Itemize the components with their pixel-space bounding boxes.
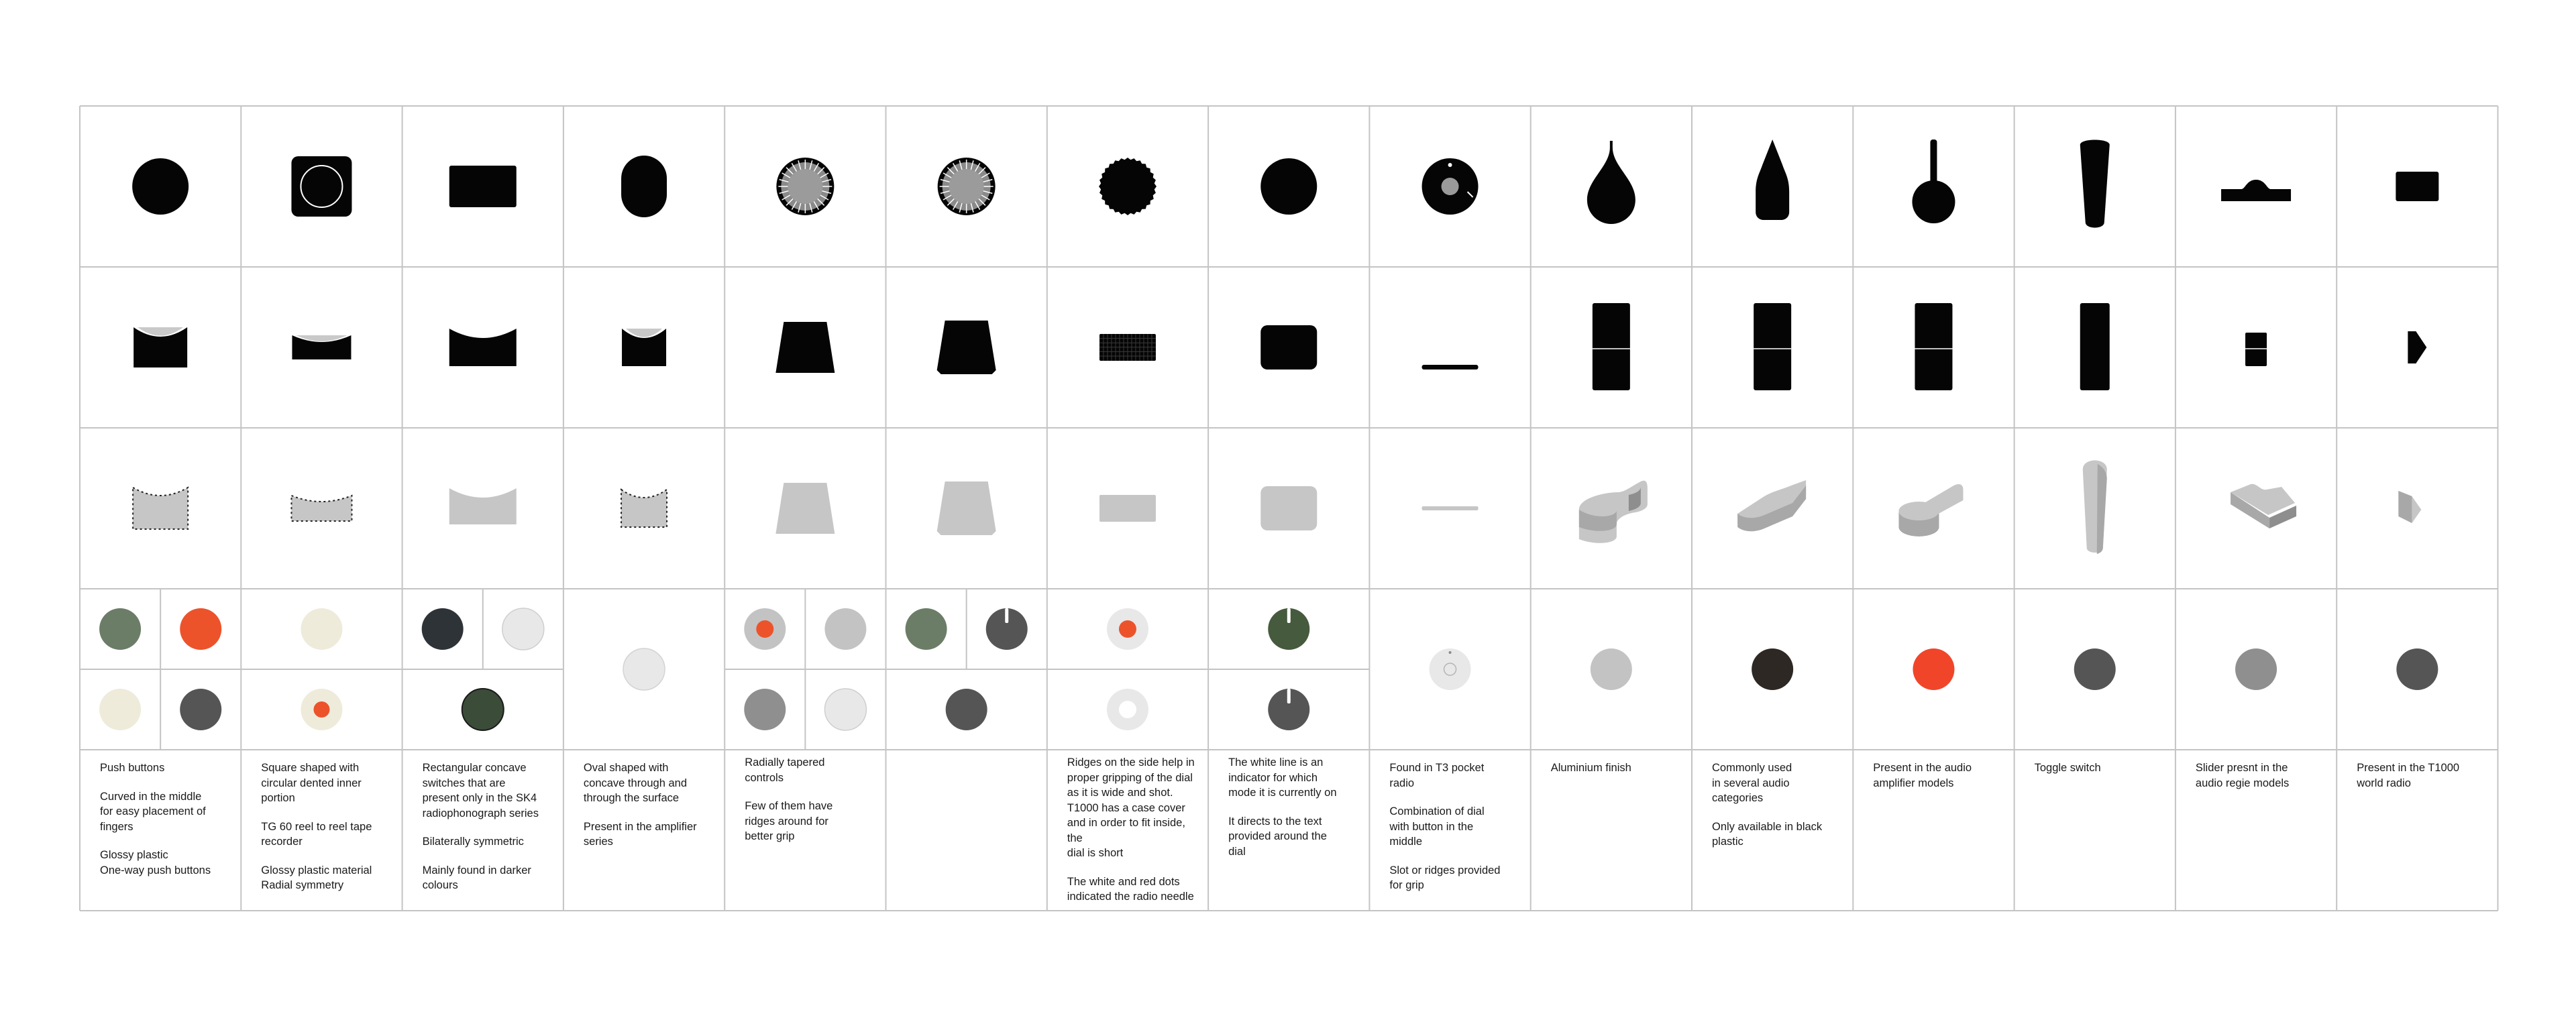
description-paragraph: Glossy plastic One-way push buttons — [100, 849, 211, 876]
finish-forest — [462, 689, 504, 730]
scalloped-dial-top — [1099, 158, 1157, 215]
t3-mark — [1449, 651, 1452, 654]
tall-bar-side — [2080, 303, 2110, 390]
finish-cream — [99, 689, 141, 730]
finish-white-grey — [623, 648, 665, 690]
pointed-lever-top — [1756, 139, 1789, 220]
description-paragraph: Bilaterally symmetric — [422, 836, 524, 848]
finish-sage — [906, 608, 947, 650]
description-paragraph: Present in the amplifier series — [583, 820, 697, 848]
finish-t3-dial — [1430, 648, 1471, 690]
description-paragraph: Oval shaped with concave through and through the surface — [583, 762, 688, 804]
description-paragraph: Rectangular concave switches that are present only in the SK4 radiophonograph series — [422, 762, 539, 819]
white-indicator-line — [1287, 689, 1291, 703]
description-paragraph: TG 60 reel to reel tape recorder — [261, 820, 372, 848]
description-paragraph: Radially tapered controls — [745, 756, 825, 784]
finish-dark-grey — [2074, 648, 2116, 690]
dotted-outline-block — [291, 496, 352, 521]
toggle-paddle-top — [2080, 140, 2110, 228]
white-indicator-line — [1005, 608, 1008, 623]
grey-flat-block — [1099, 495, 1156, 522]
grey-rounded-block — [1260, 486, 1317, 530]
description-paragraph: Push buttons — [100, 762, 165, 774]
description-paragraph: Present in the T1000 world radio — [2357, 762, 2460, 789]
dotted-outline-block — [133, 488, 188, 529]
white-dot — [1119, 701, 1136, 718]
t3-center-button — [1442, 178, 1459, 195]
finish-dark-grey — [180, 689, 221, 730]
control-illustrations — [99, 139, 2438, 730]
t1000-button-top — [2396, 172, 2438, 201]
rectangle-switch-top — [449, 166, 517, 207]
finish-mid-grey — [744, 689, 786, 730]
description-paragraph: Mainly found in darker colours — [422, 864, 531, 891]
finish-black-plastic — [1752, 648, 1793, 690]
tall-split-block-side — [1593, 303, 1630, 390]
finish-orange — [180, 608, 221, 650]
finish-aluminium — [1591, 648, 1632, 690]
finish-light-grey — [824, 608, 866, 650]
description-paragraph: Square shaped with circular dented inner portion — [261, 762, 362, 804]
dial-grey-center — [788, 169, 822, 204]
t3-dial-mark — [1448, 163, 1452, 167]
finish-charcoal — [422, 608, 464, 650]
description-paragraph: Found in T3 pocket radio — [1389, 762, 1485, 789]
orange-dot — [1119, 620, 1136, 638]
3d-teardrop-lever — [1579, 481, 1648, 543]
description-paragraph: It directs to the text provided around the dial — [1228, 815, 1327, 858]
trapezoid-knob-side — [775, 322, 835, 373]
grey-trapezoid — [775, 483, 835, 534]
thin-slab-side — [1422, 365, 1479, 370]
finish-dark-grey — [946, 689, 987, 730]
small-split-block-side — [2245, 333, 2267, 366]
description-paragraph: Slot or ridges provided for grip — [1389, 864, 1501, 891]
description-paragraph: The white line is an indicator for which mode it is currently on — [1228, 756, 1337, 799]
orange-dot — [756, 620, 773, 638]
grey-trapezoid-rounded — [937, 481, 996, 535]
grey-concave-block — [449, 488, 517, 524]
description-paragraph: Curved in the middle for easy placement of fingers — [100, 790, 206, 833]
finish-red — [1913, 648, 1954, 690]
plain-dial-top — [1260, 158, 1317, 215]
finish-mid-grey — [2235, 648, 2277, 690]
description-paragraph: Only available in black plastic — [1712, 820, 1823, 848]
concave-switch-side — [449, 329, 517, 366]
description-paragraph: Commonly used in several audio categories — [1712, 762, 1792, 804]
description-paragraph: The white and red dots indicated the radio needle — [1067, 875, 1194, 903]
rounded-block-side — [1260, 325, 1317, 370]
description-paragraph: Slider presnt in the audio regie models — [2195, 762, 2290, 789]
trapezoid-knob-rounded-side — [937, 321, 996, 374]
3d-toggle-shade — [2097, 464, 2107, 554]
slider-cap-top — [2221, 180, 2291, 201]
keyhole-stem — [1930, 139, 1937, 186]
orange-dot — [313, 701, 329, 718]
description-paragraph: Toggle switch — [2034, 762, 2101, 774]
tall-split-block-side — [1915, 303, 1952, 390]
arrow-wedge-side — [2408, 331, 2426, 363]
description-paragraph: Combination of dial with button in the middle — [1389, 805, 1485, 848]
grey-thin-slab — [1422, 506, 1479, 510]
round-push-button-top — [132, 158, 189, 215]
finish-white-grey — [824, 689, 866, 730]
keyhole-bulb — [1912, 180, 1955, 223]
description-paragraph: Glossy plastic material Radial symmetry — [261, 864, 372, 891]
dial-grey-center — [949, 169, 984, 204]
description-paragraph: Aluminium finish — [1550, 762, 1631, 774]
finish-cream — [301, 608, 342, 650]
finish-white-grey — [502, 608, 544, 650]
description-paragraph: Ridges on the side help in proper gripping of the dial as it is wide and shot. T1000 has a case cover and in order to fit inside, the dial is short — [1067, 756, 1195, 859]
description-paragraph: Present in the audio amplifier models — [1873, 762, 1972, 789]
white-indicator-line — [1287, 608, 1291, 623]
3d-wedge-side — [2398, 491, 2412, 523]
teardrop-lever-top — [1587, 141, 1635, 224]
dotted-outline-block — [621, 490, 667, 527]
finish-sage — [99, 608, 141, 650]
finish-dark-grey — [2396, 648, 2438, 690]
tall-split-block-side — [1754, 303, 1791, 390]
oval-switch-top — [621, 156, 667, 217]
description-paragraph: Few of them have ridges around for better grip — [745, 800, 833, 842]
